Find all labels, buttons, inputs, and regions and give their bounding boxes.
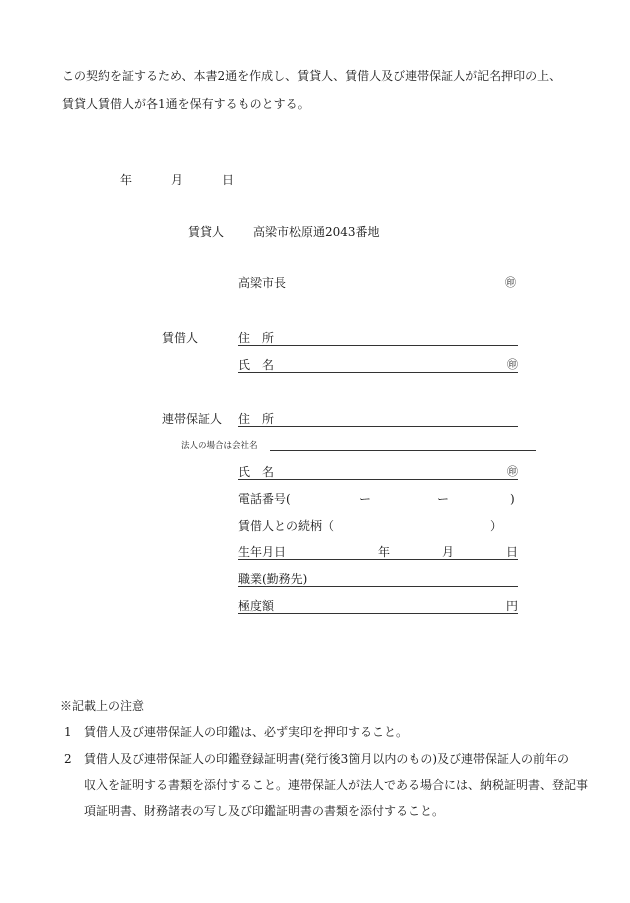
intro-line-1: この契約を証するため、本書2通を作成し、賃貸人、賃借人及び連帯保証人が記名押印の上、 (62, 69, 562, 83)
guarantor-phone-dash-1: ー (359, 492, 372, 506)
guarantor-phone-label: 電話番号( (238, 492, 291, 506)
lessee-name-line[interactable] (238, 357, 518, 373)
guarantor-phone-close: ) (510, 492, 515, 506)
guarantor-name-line[interactable] (238, 464, 518, 480)
lessor-label: 賃貸人 (188, 225, 225, 239)
guarantor-job-label: 職業(勤務先) (238, 572, 308, 586)
lessee-seal-mark: ㊞ (507, 358, 518, 371)
notes-item-2-line-3: 項証明書、財務諸表の写し及び印鑑証明書の書類を添付すること。 (84, 804, 445, 818)
lessor-name: 高梁市長 (238, 276, 287, 290)
guarantor-company-label: 法人の場合は会社名 (181, 441, 258, 451)
guarantor-limit-label: 極度額 (238, 599, 275, 613)
guarantor-birth-month: 月 (442, 545, 455, 559)
guarantor-limit-line[interactable] (238, 598, 518, 614)
guarantor-phone-dash-2: ー (437, 492, 450, 506)
guarantor-birth-day: 日 (505, 545, 518, 559)
notes-item-2-line-2: 収入を証明する書類を添付すること。連帯保証人が法人である場合には、納税証明書、登記事 (84, 778, 589, 792)
lessee-address-label: 住 所 (238, 331, 275, 345)
guarantor-label: 連帯保証人 (162, 412, 223, 426)
guarantor-relation-close: ） (490, 519, 503, 533)
intro-line-2: 賃貸人賃借人が各1通を保有するものとする。 (62, 97, 310, 111)
notes-heading: ※記載上の注意 (60, 699, 145, 713)
guarantor-birth-line[interactable] (238, 544, 518, 560)
notes-item-2-line-1: 賃借人及び連帯保証人の印鑑登録証明書(発行後3箇月以内のもの)及び連帯保証人の前年の (84, 752, 570, 766)
guarantor-birth-year: 年 (378, 545, 391, 559)
guarantor-job-line[interactable] (238, 571, 518, 587)
guarantor-limit-unit: 円 (505, 599, 518, 613)
date-day-label: 日 (222, 173, 235, 187)
guarantor-seal-mark: ㊞ (507, 465, 518, 478)
date-month-label: 月 (171, 173, 184, 187)
notes-item-2-number: 2 (64, 752, 72, 766)
lessor-seal-mark: ㊞ (505, 276, 516, 289)
date-year-label: 年 (120, 173, 133, 187)
guarantor-address-label: 住 所 (238, 412, 275, 426)
guarantor-name-label: 氏 名 (238, 465, 275, 479)
lessee-name-label: 氏 名 (238, 358, 275, 372)
guarantor-company-line[interactable] (270, 438, 536, 451)
notes-item-1-text: 賃借人及び連帯保証人の印鑑は、必ず実印を押印すること。 (84, 725, 409, 739)
guarantor-relation-label: 賃借人との続柄（ (238, 519, 335, 533)
lessee-label: 賃借人 (162, 331, 199, 345)
guarantor-address-line[interactable] (238, 411, 518, 427)
guarantor-birth-label: 生年月日 (238, 545, 287, 559)
lessor-address: 高梁市松原通2043番地 (253, 225, 380, 239)
notes-item-1-number: 1 (64, 725, 72, 739)
lessee-address-line[interactable] (238, 330, 518, 346)
